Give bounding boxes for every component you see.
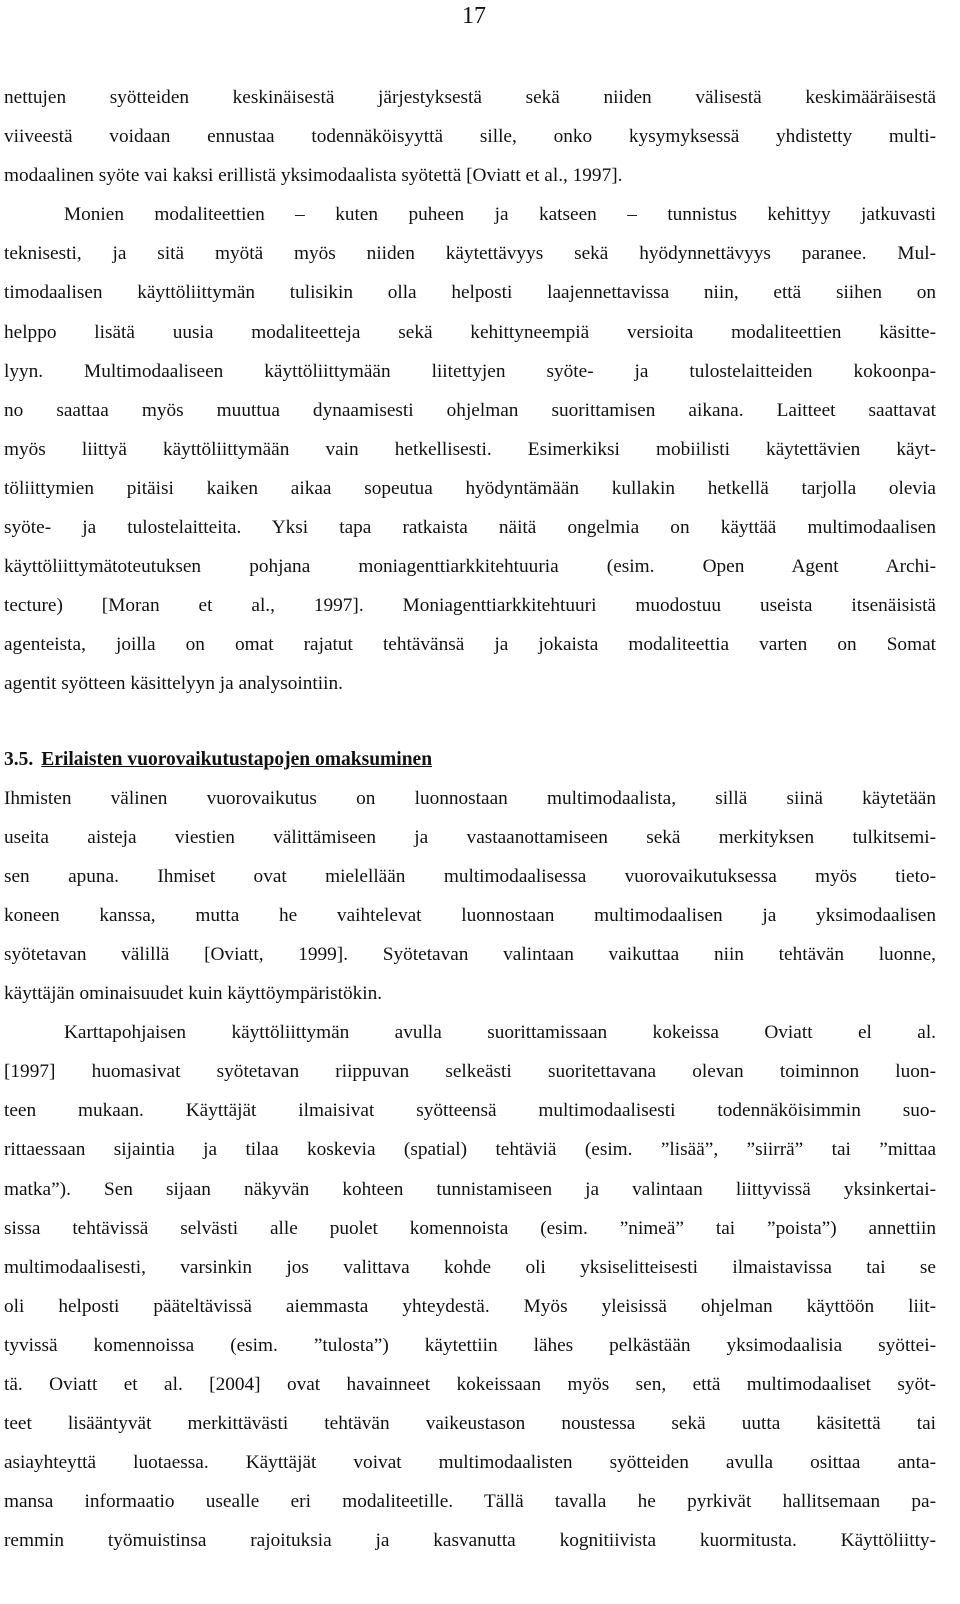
text-line: syöte- ja tulostelaitteita. Yksi tapa ratkaista näitä ongelmia on käyttää multimodaalisen bbox=[4, 517, 936, 539]
text-line: lyyn. Multimodaaliseen käyttöliittymään liitettyjen syöte- ja tulostelaitteiden kokoonpa- bbox=[4, 360, 936, 382]
text-line: teet lisääntyvät merkittävästi tehtävän vaikeustason noustessa sekä uutta käsitettä tai bbox=[4, 1413, 936, 1435]
text-line: töliittymien pitäisi kaiken aikaa sopeutua hyödyntämään kullakin hetkellä tarjolla olevia bbox=[4, 477, 936, 499]
page-body bbox=[4, 78, 936, 1560]
text-line: useita aisteja viestien välittämiseen ja vastaanottamiseen sekä merkityksen tulkitsemi- bbox=[4, 826, 936, 848]
text-line: sissa tehtävissä selvästi alle puolet komennoista (esim. ”nimeä” tai ”poista”) annettiin bbox=[4, 1217, 936, 1239]
text-line: rittaessaan sijaintia ja tilaa koskevia (spatial) tehtäviä (esim. ”lisää”, ”siirrä” tai ”mittaa bbox=[4, 1139, 936, 1161]
text-line: Monien modaliteettien – kuten puheen ja katseen – tunnistus kehittyy jatkuvasti bbox=[64, 204, 936, 226]
text-line: myös liittyä käyttöliittymään vain hetkellisesti. Esimerkiksi mobiilisti käytettävien käyt- bbox=[4, 438, 936, 460]
text-line: käyttäjän ominaisuudet kuin käyttöympäristökin. bbox=[4, 983, 383, 1005]
text-line: helppo lisätä uusia modaliteetteja sekä kehittyneempiä versioita modaliteettien käsitte- bbox=[4, 321, 936, 343]
text-line: tecture) [Moran et al., 1997]. Moniagenttiarkkitehtuuri muodostuu useista itsenäisistä bbox=[4, 595, 936, 617]
text-line: asiayhteyttä luotaessa. Käyttäjät voivat multimodaalisten syötteiden avulla osittaa anta- bbox=[4, 1452, 936, 1474]
section-heading bbox=[4, 740, 936, 779]
text-line: sen apuna. Ihmiset ovat mielellään multimodaalisessa vuorovaikutuksessa myös tieto- bbox=[4, 865, 936, 887]
text-line: teknisesti, ja sitä myötä myös niiden käytettävyys sekä hyödynnettävyys paranee. Mul- bbox=[4, 243, 936, 265]
text-line: teen mukaan. Käyttäjät ilmaisivat syötteensä multimodaalisesti todennäköisimmin suo- bbox=[4, 1100, 936, 1122]
text-line: tyvissä komennoissa (esim. ”tulosta”) käytettiin lähes pelkästään yksimodaalisia syöttei- bbox=[4, 1334, 936, 1356]
text-line: oli helposti pääteltävissä aiemmasta yhteydestä. Myös yleisissä ohjelman käyttöön liit- bbox=[4, 1295, 936, 1317]
text-line: viiveestä voidaan ennustaa todennäköisyyttä sille, onko kysymyksessä yhdistetty multi- bbox=[4, 126, 936, 148]
text-line: syötetavan välillä [Oviatt, 1999]. Syötetavan valintaan vaikuttaa niin tehtävän luonne, bbox=[4, 943, 936, 965]
text-line: agenteista, joilla on omat rajatut tehtävänsä ja jokaista modaliteettia varten on Somat bbox=[4, 634, 936, 656]
text-line: timodaalisen käyttöliittymän tulisikin olla helposti laajennettavissa niin, että siihen on bbox=[4, 282, 936, 304]
text-line: käyttöliittymätoteutuksen pohjana moniagenttiarkkitehtuuria (esim. Open Agent Archi- bbox=[4, 556, 936, 578]
text-line: remmin työmuistinsa rajoituksia ja kasvanutta kognitiivista kuormitusta. Käyttöliitty- bbox=[4, 1530, 936, 1552]
text-line: matka”). Sen sijaan näkyvän kohteen tunnistamiseen ja valintaan liittyvissä yksinkertai- bbox=[4, 1178, 936, 1200]
text-line: multimodaalisesti, varsinkin jos valittava kohde oli yksiselitteisesti ilmaistavissa tai se bbox=[4, 1256, 936, 1278]
text-line: Ihmisten välinen vuorovaikutus on luonnostaan multimodaalista, sillä siinä käytetään bbox=[4, 787, 936, 809]
section-number: 3.5. bbox=[4, 748, 34, 770]
section-gap bbox=[4, 704, 936, 740]
text-line: modaalinen syöte vai kaksi erillistä yksimodaalista syötettä [Oviatt et al., 1997]. bbox=[4, 165, 623, 187]
text-line: Karttapohjaisen käyttöliittymän avulla suorittamissaan kokeissa Oviatt el al. bbox=[64, 1022, 936, 1044]
text-line: no saattaa myös muuttua dynaamisesti ohjelman suorittamisen aikana. Laitteet saattavat bbox=[4, 399, 936, 421]
page-number: 17 bbox=[462, 3, 486, 29]
text-line: mansa informaatio usealle eri modaliteetille. Tällä tavalla he pyrkivät hallitsemaan pa- bbox=[4, 1491, 936, 1513]
section-title: Erilaisten vuorovaikutustapojen omaksuminen bbox=[41, 748, 433, 770]
text-line: tä. Oviatt et al. [2004] ovat havainneet kokeissaan myös sen, että multimodaaliset syöt- bbox=[4, 1374, 936, 1395]
text-line: koneen kanssa, mutta he vaihtelevat luonnostaan multimodaalisen ja yksimodaalisen bbox=[4, 904, 936, 926]
text-line: agentit syötteen käsittelyyn ja analysointiin. bbox=[4, 673, 343, 695]
text-line: nettujen syötteiden keskinäisestä järjestyksestä sekä niiden välisestä keskimääräisestä bbox=[4, 87, 936, 108]
text-line: [1997] huomasivat syötetavan riippuvan selkeästi suoritettavana olevan toiminnon luon- bbox=[4, 1061, 936, 1083]
